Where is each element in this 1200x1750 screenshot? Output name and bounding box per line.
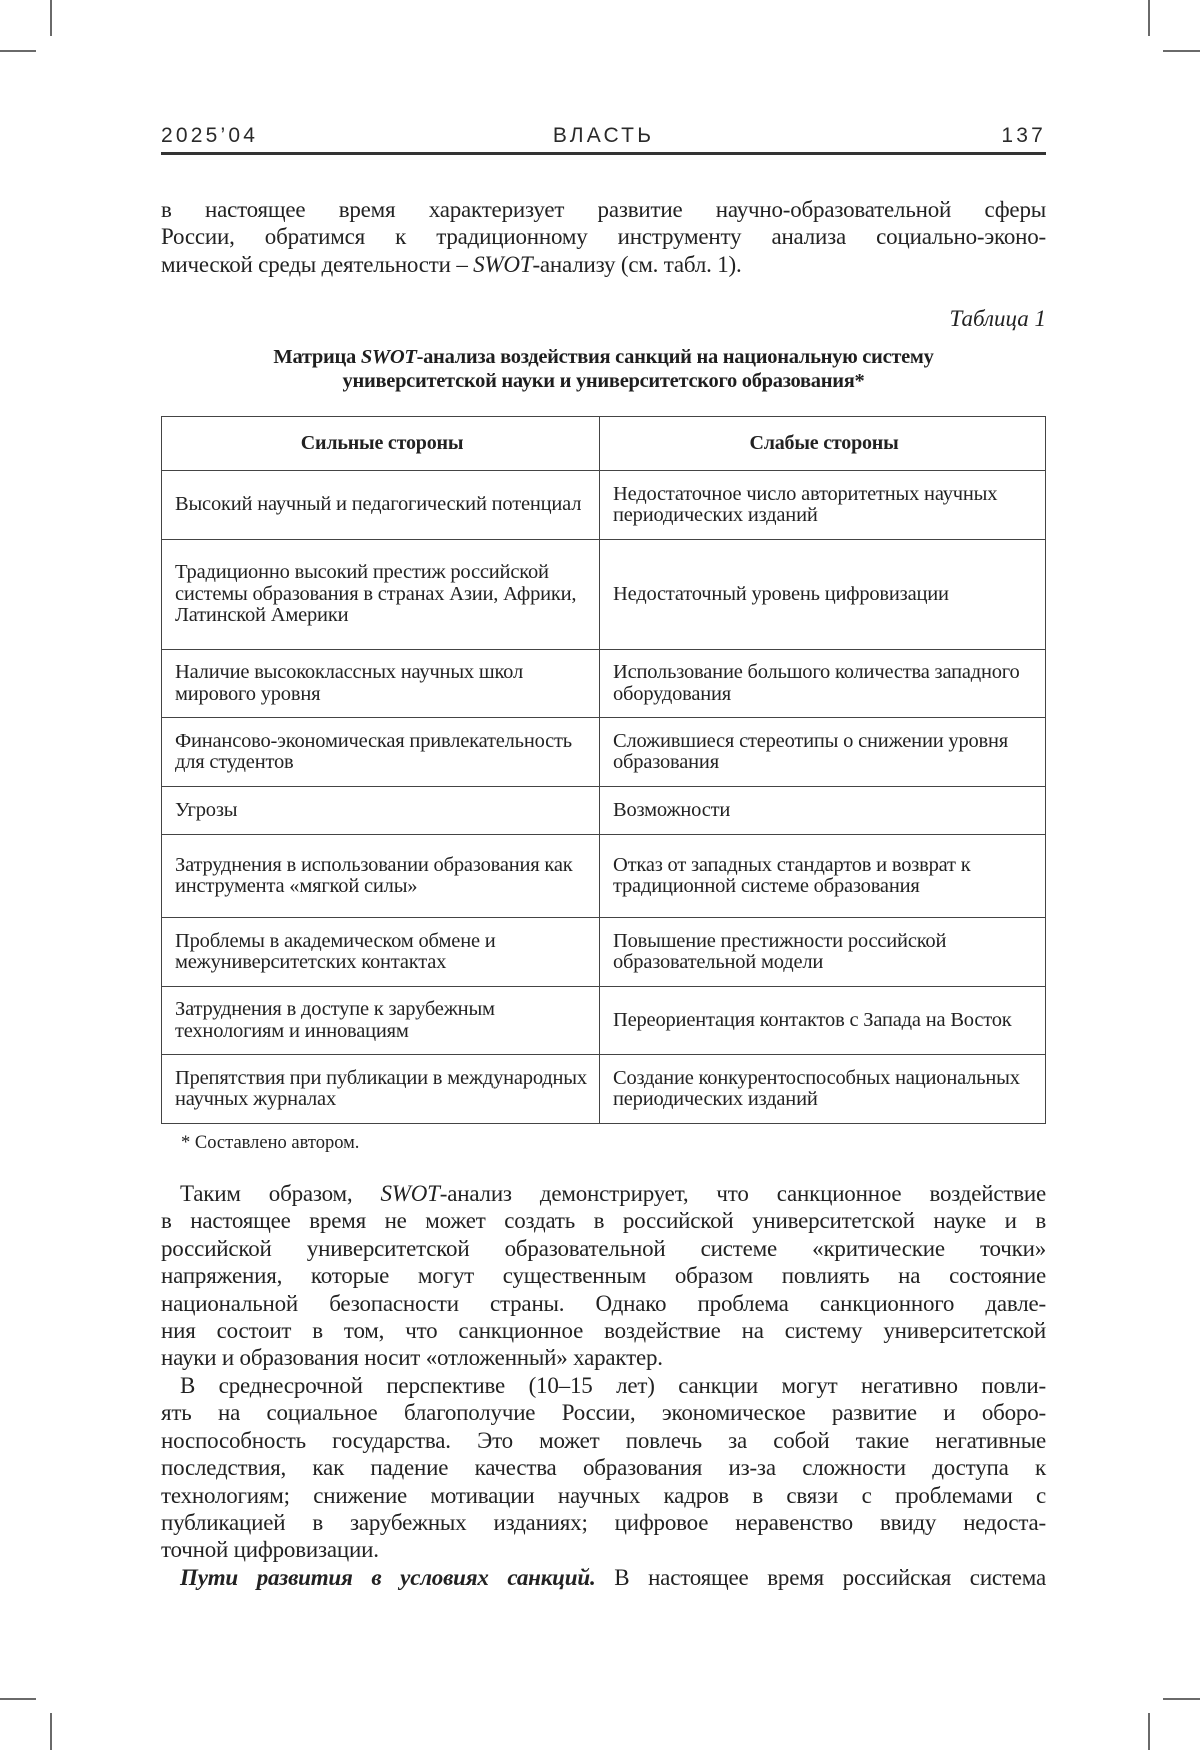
table-caption <box>161 345 1046 393</box>
table-cell: Повышение престижности российской образовательной модели <box>600 918 1046 987</box>
text-line: носпособность государства. Это может повлечь за собой такие негативные <box>161 1427 1046 1453</box>
text-line: ять на социальное благополучие России, экономическое развитие и оборо- <box>161 1400 1046 1426</box>
table-row-section-labels <box>162 787 1046 835</box>
paragraph-development-paths <box>161 1564 1046 1591</box>
page-number: 137 <box>1001 124 1046 147</box>
table-row <box>162 987 1046 1055</box>
text-fragment: Таким образом, <box>180 1181 381 1206</box>
table-cell: Создание конкурентоспособных национальных периодических изданий <box>600 1055 1046 1124</box>
table-cell: Недостаточный уровень цифровизации <box>600 540 1046 650</box>
swot-term: SWOT <box>473 251 533 277</box>
table-row <box>162 835 1046 918</box>
crop-mark-top-left-horizontal <box>0 50 36 52</box>
table-cell-threats-label: Угрозы <box>162 787 600 835</box>
text-line: России, обратимся к традиционному инструменту анализа социально-эконо- <box>161 224 1046 250</box>
table-cell-opportunities-label: Возможности <box>600 787 1046 835</box>
text-line: точной цифровизации. <box>161 1537 379 1563</box>
table-row <box>162 471 1046 540</box>
caption-fragment: -анализа воздействия санкций на национальную систему <box>416 346 934 368</box>
text-fragment: -анализу (см. табл. 1). <box>532 251 742 277</box>
text-line: технологиям; снижение мотивации научных кадров в связи с проблемами с <box>161 1482 1046 1508</box>
crop-mark-top-left-vertical <box>50 0 52 36</box>
header-rule <box>161 152 1046 155</box>
text-fragment: -анализ демонстрирует, что санкционное воздействие <box>439 1181 1046 1206</box>
crop-mark-top-right-horizontal <box>1163 50 1200 52</box>
table-cell: Переориентация контактов с Запада на Восток <box>600 987 1046 1055</box>
table-row <box>162 650 1046 718</box>
table-cell: Проблемы в академическом обмене и межуниверситетских контактах <box>162 918 600 987</box>
crop-mark-bottom-left-vertical <box>50 1713 52 1750</box>
caption-fragment: Матрица <box>273 346 361 368</box>
swot-term: SWOT <box>380 1181 440 1206</box>
text-line: российской университетской образовательной системе «критические точки» <box>161 1235 1046 1261</box>
swot-table <box>161 416 1046 1124</box>
text-line: В среднесрочной перспективе (10–15 лет) санкции могут негативно повли- <box>180 1373 1046 1398</box>
table-cell: Сложившиеся стереотипы о снижении уровня образования <box>600 718 1046 787</box>
running-head <box>161 124 1046 152</box>
table-cell: Наличие высококлассных научных школ мирового уровня <box>162 650 600 718</box>
paragraph-medium-term <box>161 1372 1046 1564</box>
crop-mark-bottom-right-vertical <box>1148 1713 1150 1750</box>
crop-mark-top-right-vertical <box>1148 0 1150 36</box>
table-row <box>162 1055 1046 1124</box>
table-cell: Затруднения в доступе к зарубежным технологиям и инновациям <box>162 987 600 1055</box>
text-line: последствия, как падение качества образования из-за сложности доступа к <box>161 1455 1046 1481</box>
text-line: национальной безопасности страны. Однако проблема санкционного давле- <box>161 1290 1046 1316</box>
table-row <box>162 540 1046 650</box>
crop-mark-bottom-right-horizontal <box>1163 1698 1200 1700</box>
text-line: в настоящее время характеризует развитие научно-образовательной сферы <box>161 197 1046 222</box>
journal-title: ВЛАСТЬ <box>552 124 655 147</box>
text-fragment: мической среды деятельности – <box>161 251 474 277</box>
issue-number: 2025’04 <box>161 124 259 147</box>
column-header-strengths: Сильные стороны <box>162 417 600 471</box>
section-lead-in: Пути развития в условиях санкций. <box>180 1565 596 1590</box>
table-cell: Отказ от западных стандартов и возврат к традиционной системе образования <box>600 835 1046 918</box>
column-header-weaknesses: Слабые стороны <box>600 417 1046 471</box>
text-line <box>161 1180 1046 1207</box>
text-line <box>161 1564 1046 1591</box>
table-cell: Высокий научный и педагогический потенциал <box>162 471 600 540</box>
text-line <box>161 251 1046 278</box>
text-line: напряжения, которые могут существенным образом повлиять на состояние <box>161 1263 1046 1289</box>
text-line: ния состоит в том, что санкционное воздействие на систему университетской <box>161 1317 1046 1343</box>
caption-swot-term: SWOT <box>360 346 417 368</box>
table-label: Таблица 1 <box>949 306 1046 331</box>
table-cell: Препятствия при публикации в международных научных журналах <box>162 1055 600 1124</box>
text-line: в настоящее время не может создать в российской университетской науке и в <box>161 1208 1046 1234</box>
table-cell: Недостаточное число авторитетных научных периодических изданий <box>600 471 1046 540</box>
table-header-row <box>162 417 1046 471</box>
table-row <box>162 718 1046 787</box>
table-cell: Использование большого количества западного оборудования <box>600 650 1046 718</box>
crop-mark-bottom-left-horizontal <box>0 1698 36 1700</box>
table-cell: Финансово-экономическая привлекательность для студентов <box>162 718 600 787</box>
table-cell: Традиционно высокий престиж российской системы образования в странах Азии, Африки, Латинской Америки <box>162 540 600 650</box>
table-footnote: * Составлено автором. <box>181 1133 360 1153</box>
table-row <box>162 918 1046 987</box>
intro-paragraph <box>161 196 1046 278</box>
text-fragment: В настоящее время российская система <box>595 1565 1046 1590</box>
text-line: науки и образования носит «отложенный» характер. <box>161 1345 663 1371</box>
paragraph-swot-conclusion <box>161 1180 1046 1372</box>
caption-line-2: университетской науки и университетского образования* <box>342 370 865 392</box>
table-cell: Затруднения в использовании образования как инструмента «мягкой силы» <box>162 835 600 918</box>
caption-line-1 <box>161 345 1046 369</box>
text-line: публикацией в зарубежных изданиях; цифровое неравенство ввиду недоста- <box>161 1509 1046 1535</box>
